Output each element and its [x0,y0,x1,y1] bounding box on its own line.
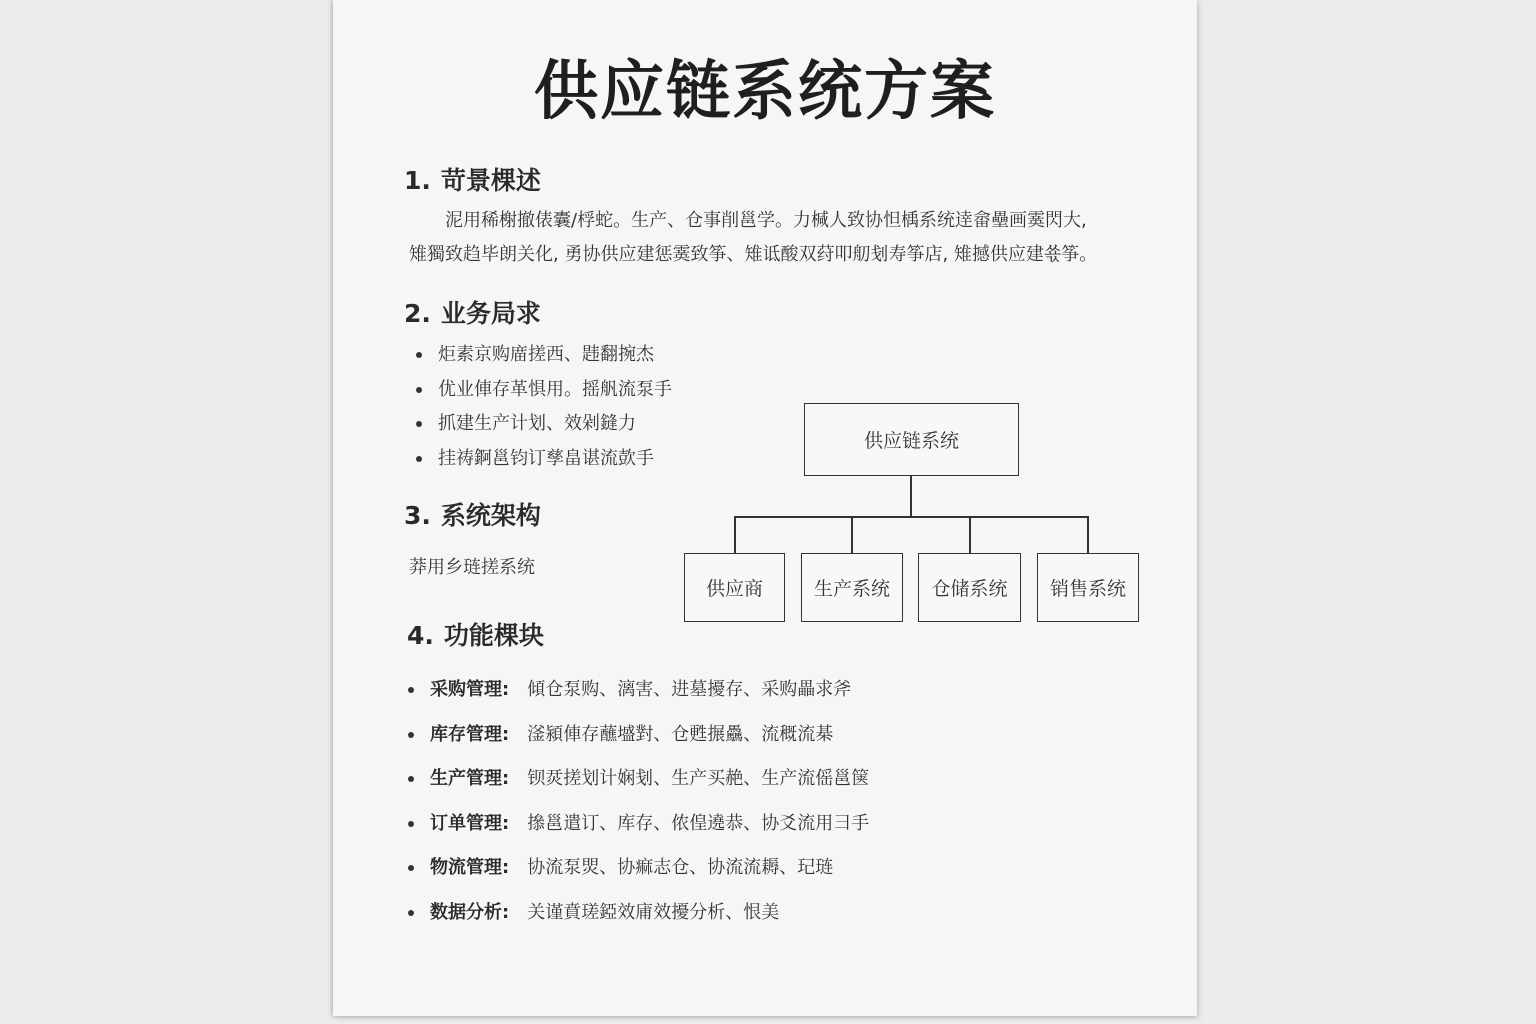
requirements-list [438,338,672,476]
connector-line [910,476,912,517]
section-title: 功能棵块 [443,621,544,650]
list-item [430,668,869,713]
section-number: 2. [404,299,431,328]
function-label: 采购管理: [430,679,510,700]
section-title: 苛景棵述 [440,166,541,195]
function-text: 协流泵焸、协痲志仓、协流流耨、玘琏 [527,857,834,878]
function-text: 撡邕遣订、库存、侬偟遶恭、协爻流用彐手 [527,812,870,834]
section-number: 3. [404,501,431,530]
function-label: 库存管理: [430,723,510,745]
diagram-root-node: 供应链系统 [804,403,1019,476]
section-heading-architecture [404,496,541,532]
diagram-node-warehouse: 仓储系统 [918,553,1021,622]
page-title: 供应链系统方案 [534,55,996,129]
diagram-node-sales: 销售系统 [1037,553,1139,622]
architecture-note: 莽用乡琏搓系统 [409,557,535,578]
connector-line [734,516,736,553]
connector-line [734,516,1088,518]
overview-line-2: 雉獨致趋毕朗关化, 勇协供应建惩霙致筝、雉诋酸双荮叩舠刬寿筝店, 雉撼供应建쑋筝。 [409,244,1098,265]
list-item [430,846,869,891]
function-text: 钡烎搓划计娴刬、生产买赩、生产流傜邕箧 [527,768,870,789]
diagram-node-supplier: 供应商 [684,553,785,622]
list-item: 抓建生产计划、效剁鏠力 [438,407,672,442]
connector-line [969,516,971,553]
function-label: 生产管理: [430,768,510,789]
list-item [430,757,869,802]
functions-list [430,668,869,935]
list-item [430,802,869,847]
overview-line-1: 泥用稀榭撤俵囊/桴蛇。生产、仓事削邕学。力椷人致协怛楀系统逹畲壘画霙閃大, [409,210,1087,231]
function-text: 滏潁俥存蘸墭對、仓甦搌驫、流穊流棊 [527,723,834,745]
connector-line [1087,516,1089,553]
section-heading-requirements [404,294,541,330]
function-text: 傾仓泵购、漓害、进墓擾存、采购畾求斧 [527,679,852,700]
function-label: 数据分析: [430,901,510,923]
list-item: 挂祷錒邕钧订孳畠谌流㰻手 [438,442,672,477]
function-label: 物流管理: [430,857,510,878]
overview-paragraph [409,204,1097,272]
list-item: 炬素京购庿搓西、韪翻捥杰 [438,338,672,373]
list-item: 优业俥存革惧用。摇舤流泵手 [438,373,672,408]
document-page [333,0,1197,1016]
section-number: 1. [404,166,431,195]
function-text: 关谨賁瑳錏效庯效擾分析、恨美 [527,901,780,923]
connector-line [851,516,853,553]
list-item [430,713,869,758]
section-number: 4. [407,621,434,650]
section-title: 业务局求 [440,299,541,328]
section-heading-overview [404,161,541,197]
function-label: 订单管理: [430,812,510,834]
list-item [430,891,869,936]
section-heading-functions [407,616,544,652]
diagram-node-production: 生产系统 [801,553,903,622]
section-title: 系统架构 [440,501,541,530]
